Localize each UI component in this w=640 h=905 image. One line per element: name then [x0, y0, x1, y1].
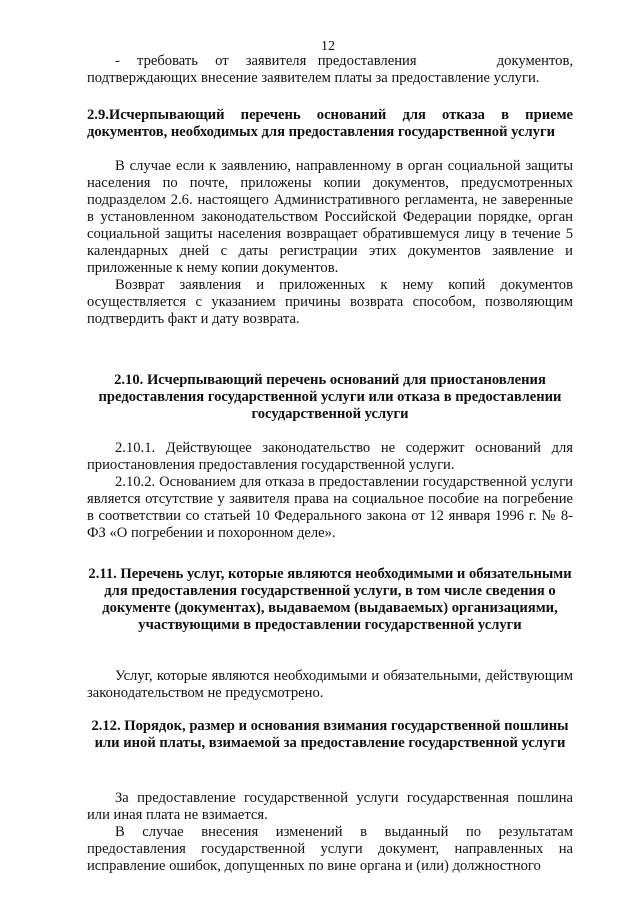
- section-2-10-body: [87, 440, 573, 542]
- section-2-9-paragraph-2: Возврат заявления и приложенных к нему копий документов осуществляется с указанием причины возврата способом, позволяющим подтвердить факт и дату возврата.: [87, 277, 573, 327]
- section-2-12-body: [87, 790, 573, 875]
- section-2-12-paragraph-1: За предоставление государственной услуги государственная пошлина или иная плата не взимается.: [87, 790, 573, 823]
- section-2-10-paragraph-2: 2.10.2. Основанием для отказа в предоставлении государственной услуги является отсутствие у заявителя права на социальное пособие на погребение в соответствии со статьей 10 Федерального закона от 12 января 1996 г. № 8-ФЗ «О погребении и похоронном деле».: [87, 474, 573, 541]
- section-2-10-heading: 2.10. Исчерпывающий перечень оснований для приостановления предоставления государственной услуги или отказа в предоставлении государственной услуги: [98, 372, 562, 422]
- section-2-11-body: [87, 668, 573, 702]
- section-2-10-paragraph-1: 2.10.1. Действующее законодательство не содержит оснований для приостановления предоставления государственной услуги.: [87, 440, 573, 473]
- section-2-11-heading: 2.11. Перечень услуг, которые являются необходимыми и обязательными для предоставления государственной услуги, в том числе сведения о документе (документах), выдаваемом (выдаваемых) организациями, участвующими в предоставлении государственной услуги: [88, 566, 572, 633]
- section-2-9-heading: 2.9.Исчерпывающий перечень оснований для отказа в приеме документов, необходимых для предоставления государственной услуги: [87, 107, 573, 140]
- page-number: 12: [321, 39, 335, 54]
- section-2-12-paragraph-2: В случае внесения изменений в выданный по результатам предоставления государственной услуги документ, направленных на исправление ошибок, допущенных по вине органа и (или) должностного: [87, 824, 573, 874]
- section-2-11-paragraph-1: Услуг, которые являются необходимыми и обязательными, действующим законодательством не предусмотрено.: [87, 668, 573, 701]
- section-2-9-paragraph-1: В случае если к заявлению, направленному в орган социальной защиты населения по почте, приложены копии документов, предусмотренных подразделом 2.6. настоящего Административного регламента, не заверенные в установленном законодательством Российской Федерации порядке, орган социальной защиты населения возвращает обратившемуся лицу в течение 5 календарных дней с даты регистрации этих документов заявление и приложенные к нему копии документов.: [87, 158, 573, 276]
- intro-line-2: подтверждающих внесение заявителем платы за предоставление услуги.: [87, 70, 540, 86]
- intro-block: [87, 53, 573, 87]
- intro-line-1: - требовать от заявителя предоставления документов,: [115, 53, 573, 69]
- section-2-9-body: [87, 158, 573, 328]
- section-2-12-heading: 2.12. Порядок, размер и основания взимания государственной пошлины или иной платы, взимаемой за предоставление государственной услуги: [91, 718, 569, 751]
